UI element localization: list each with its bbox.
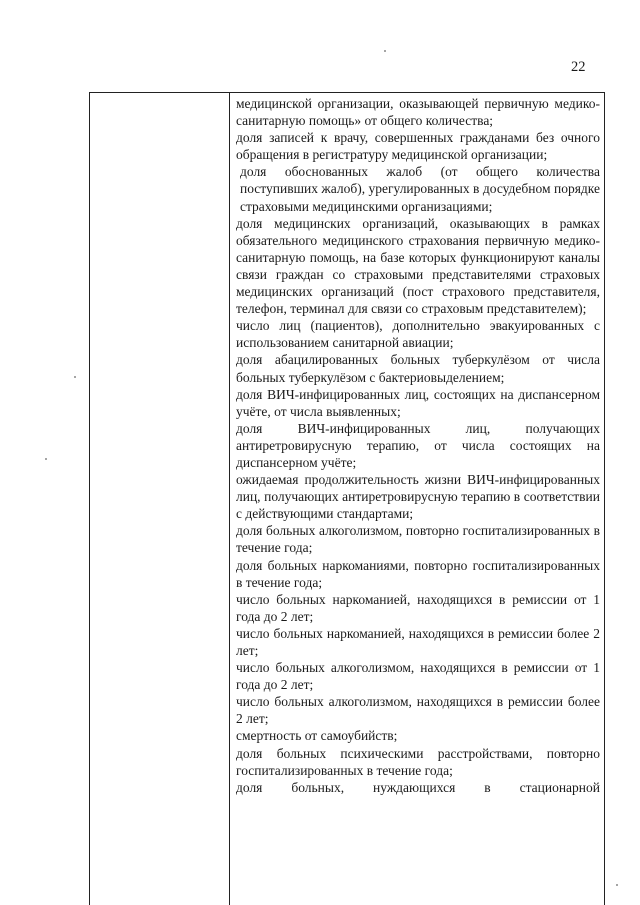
indicator-paragraph: доля больных алкоголизмом, повторно госпитализированных в течение года;: [236, 523, 600, 556]
indicators-table: [89, 92, 605, 905]
page-number: 22: [571, 59, 586, 75]
indicator-paragraph: число больных алкоголизмом, находящихся в ремиссии более 2 лет;: [236, 694, 600, 727]
indicator-paragraph: доля обоснованных жалоб (от общего количества поступивших жалоб), урегулированных в досудебном порядке страховыми медицинскими организациями;: [240, 164, 600, 214]
table-right-cell: [236, 95, 600, 796]
indicator-paragraph: медицинской организации, оказывающей первичную медико-санитарную помощь» от общего количества;: [236, 96, 600, 129]
scan-speck: [45, 458, 47, 460]
column-divider: [229, 93, 230, 905]
indicator-paragraph: доля больных, нуждающихся в стационарной: [236, 779, 600, 795]
indicator-paragraph: число лиц (пациентов), дополнительно эвакуированных с использованием санитарной авиации;: [236, 318, 600, 351]
indicator-paragraph: доля медицинских организаций, оказывающих в рамках обязательного медицинского страхования первичную медико-санитарную помощь, на базе которых функционируют каналы связи граждан со страховыми представителями страховых медицинских организаций (пост страхового представителя, телефон, терминал для связи со страховым представителем);: [236, 215, 600, 317]
scan-speck: [384, 50, 386, 52]
indicator-paragraph: доля ВИЧ-инфицированных лиц, получающих антиретровирусную терапию, от числа состоящих на диспансерном учёте;: [236, 420, 600, 470]
indicator-paragraph: число больных алкоголизмом, находящихся в ремиссии от 1 года до 2 лет;: [236, 660, 600, 693]
indicator-paragraph: число больных наркоманией, находящихся в ремиссии от 1 года до 2 лет;: [236, 591, 600, 624]
scan-speck: [616, 884, 618, 886]
indicator-paragraph: смертность от самоубийств;: [236, 728, 398, 744]
indicator-paragraph: доля ВИЧ-инфицированных лиц, состоящих на диспансерном учёте, от числа выявленных;: [236, 386, 600, 419]
indicator-paragraph: доля больных наркоманиями, повторно госпитализированных в течение года;: [236, 557, 600, 590]
scan-speck: [74, 376, 76, 378]
indicator-paragraph: число больных наркоманией, находящихся в ремиссии более 2 лет;: [236, 625, 600, 658]
indicator-paragraph: доля записей к врачу, совершенных гражданами без очного обращения в регистратуру медицинской организации;: [236, 130, 600, 163]
indicator-paragraph: доля абацилированных больных туберкулёзом от числа больных туберкулёзом с бактериовыделением;: [236, 352, 600, 385]
indicator-paragraph: доля больных психическими расстройствами, повторно госпитализированных в течение года;: [236, 745, 600, 778]
indicator-paragraph: ожидаемая продолжительность жизни ВИЧ-инфицированных лиц, получающих антиретровирусную терапию в соответствии с действующими стандартами;: [236, 472, 600, 522]
